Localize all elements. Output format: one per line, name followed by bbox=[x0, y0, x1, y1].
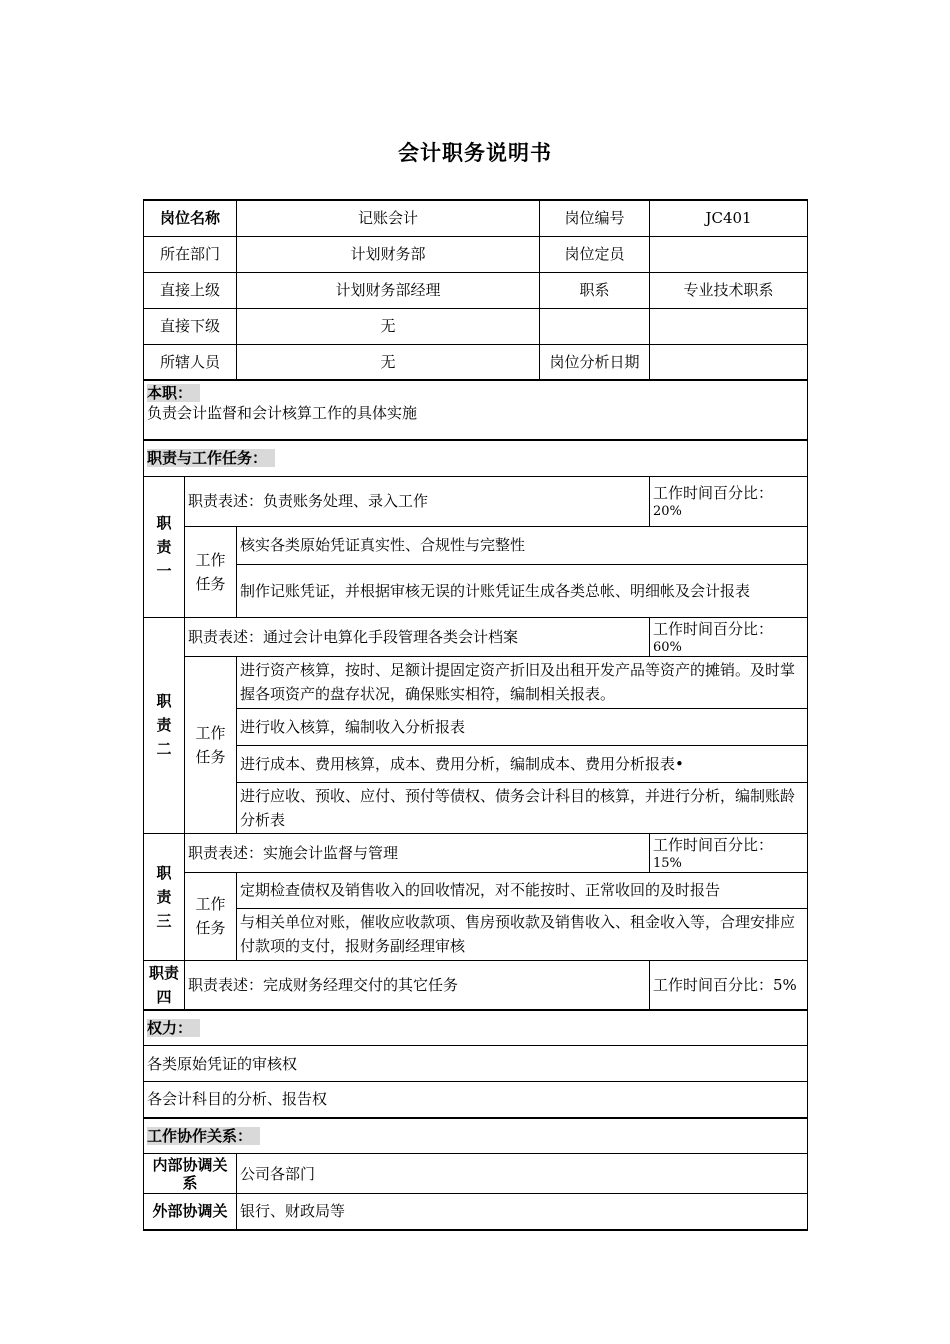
superior-label: 直接上级 bbox=[144, 272, 237, 308]
empty-cell bbox=[540, 308, 650, 344]
internal-coordination-label: 内部协调关系 bbox=[144, 1154, 237, 1194]
staff-label: 所辖人员 bbox=[144, 344, 237, 380]
duty-1-task-label: 工作任务 bbox=[185, 526, 237, 617]
position-name-value: 记账会计 bbox=[237, 200, 540, 236]
duty-2-label: 职责二 bbox=[144, 617, 185, 833]
main-duty-heading: 本职： bbox=[147, 383, 804, 403]
external-coordination-value: 银行、财政局等 bbox=[237, 1194, 808, 1230]
responsibilities-heading: 职责与工作任务： bbox=[144, 440, 808, 476]
analysis-date-label: 岗位分析日期 bbox=[540, 344, 650, 380]
position-name-label: 岗位名称 bbox=[144, 200, 237, 236]
cooperation-heading: 工作协作关系： bbox=[144, 1118, 808, 1154]
subordinate-label: 直接下级 bbox=[144, 308, 237, 344]
authority-item-2: 各会计科目的分析、报告权 bbox=[144, 1082, 808, 1118]
headcount-value bbox=[650, 236, 808, 272]
superior-value: 计划财务部经理 bbox=[237, 272, 540, 308]
duty-1-desc: 职责表述：负责账务处理、录入工作 bbox=[185, 476, 650, 526]
main-duty-block bbox=[144, 380, 808, 440]
department-value: 计划财务部 bbox=[237, 236, 540, 272]
duty-2-desc: 职责表述：通过会计电算化手段管理各类会计档案 bbox=[185, 617, 650, 656]
duty-2-task-2: 进行收入核算，编制收入分析报表 bbox=[237, 708, 808, 745]
job-family-value: 专业技术职系 bbox=[650, 272, 808, 308]
external-coordination-label: 外部协调关 bbox=[144, 1194, 237, 1230]
duty-3-task-1: 定期检查债权及销售收入的回收情况，对不能按时、正常收回的及时报告 bbox=[237, 872, 808, 908]
subordinate-value: 无 bbox=[237, 308, 540, 344]
duty-2-task-1: 进行资产核算，按时、足额计提固定资产折旧及出租开发产品等资产的摊销。及时掌握各项资产的盘存状况，确保账实相符，编制相关报表。 bbox=[237, 656, 808, 708]
staff-value: 无 bbox=[237, 344, 540, 380]
duty-2-task-label: 工作任务 bbox=[185, 656, 237, 833]
duty-4-desc: 职责表述：完成财务经理交付的其它任务 bbox=[185, 960, 650, 1010]
job-description-table bbox=[143, 199, 808, 1231]
duty-3-task-2: 与相关单位对账，催收应收款项、售房预收款及销售收入、租金收入等，合理安排应付款项的支付，报财务副经理审核 bbox=[237, 908, 808, 960]
analysis-date-value bbox=[650, 344, 808, 380]
duty-3-pct: 工作时间百分比： 15% bbox=[650, 833, 808, 872]
internal-coordination-value: 公司各部门 bbox=[237, 1154, 808, 1194]
duty-2-task-4: 进行应收、预收、应付、预付等债权、债务会计科目的核算，并进行分析，编制账龄分析表 bbox=[237, 782, 808, 833]
duty-1-task-2: 制作记账凭证，并根据审核无误的计账凭证生成各类总帐、明细帐及会计报表 bbox=[237, 564, 808, 617]
position-code-value: JC401 bbox=[650, 200, 808, 236]
duty-1-task-1: 核实各类原始凭证真实性、合规性与完整性 bbox=[237, 526, 808, 564]
authority-heading: 权力： bbox=[144, 1010, 808, 1046]
headcount-label: 岗位定员 bbox=[540, 236, 650, 272]
duty-4-label: 职责四 bbox=[144, 960, 185, 1010]
department-label: 所在部门 bbox=[144, 236, 237, 272]
duty-3-task-label: 工作任务 bbox=[185, 872, 237, 960]
authority-item-1: 各类原始凭证的审核权 bbox=[144, 1046, 808, 1082]
duty-3-label: 职责三 bbox=[144, 833, 185, 960]
duty-1-pct: 工作时间百分比： 20% bbox=[650, 476, 808, 526]
duty-3-desc: 职责表述：实施会计监督与管理 bbox=[185, 833, 650, 872]
page-title: 会计职务说明书 bbox=[398, 141, 552, 165]
empty-cell bbox=[650, 308, 808, 344]
main-duty-text: 负责会计监督和会计核算工作的具体实施 bbox=[147, 404, 418, 422]
duty-4-pct: 工作时间百分比：5% bbox=[650, 960, 808, 1010]
position-code-label: 岗位编号 bbox=[540, 200, 650, 236]
duty-2-pct: 工作时间百分比： 60% bbox=[650, 617, 808, 656]
duty-1-label: 职责一 bbox=[144, 476, 185, 617]
job-family-label: 职系 bbox=[540, 272, 650, 308]
duty-2-task-3: 进行成本、费用核算，成本、费用分析，编制成本、费用分析报表• bbox=[237, 745, 808, 782]
